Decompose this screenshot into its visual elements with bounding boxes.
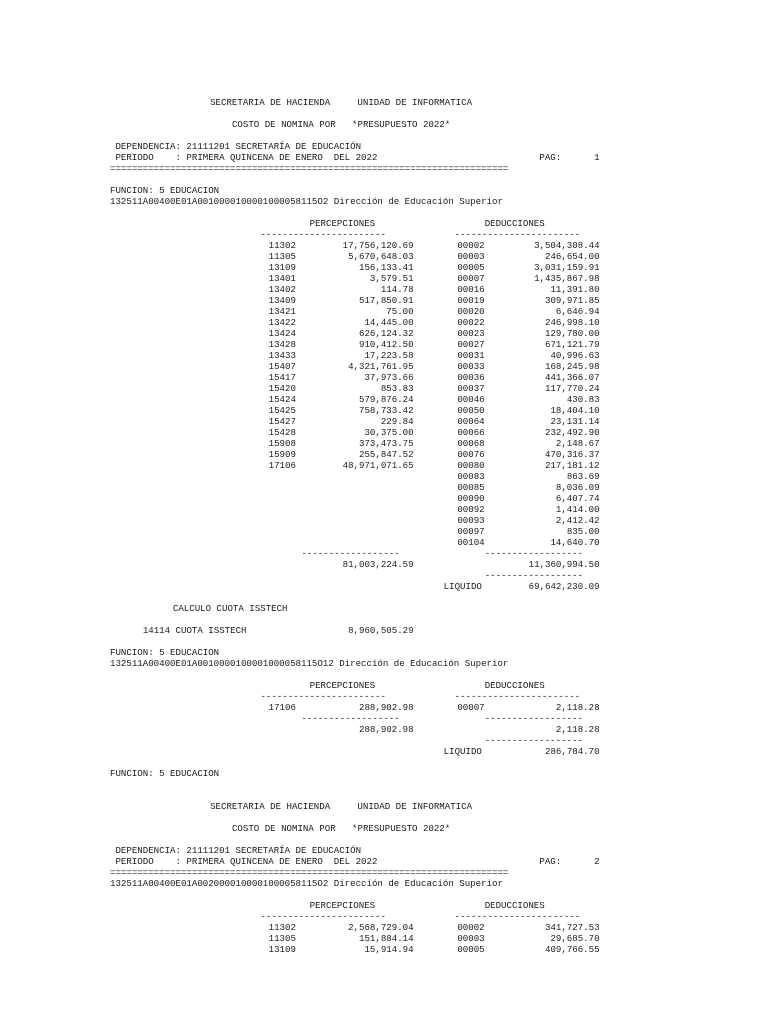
funcion-line <box>110 768 670 779</box>
blank-line <box>110 614 670 625</box>
perc-amount: 37,973.66 <box>364 372 414 383</box>
calc-code: 14114 CUOTA ISSTECH <box>142 625 247 636</box>
liquido-row <box>110 581 670 592</box>
liquido-label: LIQUIDO <box>443 581 482 592</box>
funcion-text: FUNCION: 5 EDUCACION <box>110 185 220 196</box>
header-cost-title: COSTO DE NOMINA POR *PRESUPUESTO 2022* <box>231 119 451 130</box>
perc-code: 15424 <box>268 394 296 405</box>
sum-rules-2 <box>110 570 670 581</box>
ded-code: 00002 <box>457 240 485 251</box>
calc-row <box>110 625 670 636</box>
perc-header: PERCEPCIONES <box>309 900 376 911</box>
perc-total: 81,003,224.59 <box>342 559 414 570</box>
ded-code: 00019 <box>457 295 485 306</box>
table-row <box>110 933 670 944</box>
perc-code: 11305 <box>268 933 296 944</box>
ded-code: 00031 <box>457 350 485 361</box>
table-row <box>110 240 670 251</box>
ded-total: 11,360,994.50 <box>528 559 600 570</box>
ded-amount: 1,414.00 <box>555 504 600 515</box>
perc-code: 13409 <box>268 295 296 306</box>
funcion-line <box>110 647 670 658</box>
funcion-text: FUNCION: 5 EDUCACION <box>110 768 220 779</box>
table-row <box>110 493 670 504</box>
dependencia-text: DEPENDENCIA: 21111201 SECRETARÍA DE EDUCACIÓN <box>110 141 362 152</box>
perc-code: 13109 <box>268 944 296 955</box>
table-row <box>110 504 670 515</box>
page-number: 1 <box>594 152 600 163</box>
ded-code: 00066 <box>457 427 485 438</box>
ded-amount: 430.83 <box>566 394 600 405</box>
header-rule <box>110 867 670 878</box>
table-row <box>110 251 670 262</box>
table-row <box>110 922 670 933</box>
table-row <box>110 515 670 526</box>
perc-underline: ----------------------- <box>260 911 386 922</box>
ded-total: 2,118.28 <box>555 724 600 735</box>
ded-sum-rule-2: ------------------ <box>484 570 583 581</box>
table-row <box>110 449 670 460</box>
payroll-cost-report <box>110 86 670 955</box>
perc-code: 15908 <box>268 438 296 449</box>
report-header-subtitle <box>110 823 670 834</box>
table-row <box>110 317 670 328</box>
ded-code: 00003 <box>457 251 485 262</box>
ded-code: 00104 <box>457 537 485 548</box>
table-row <box>110 427 670 438</box>
perc-code: 13422 <box>268 317 296 328</box>
ded-code: 00033 <box>457 361 485 372</box>
column-underlines <box>110 229 670 240</box>
ded-code: 00027 <box>457 339 485 350</box>
ded-amount: 863.69 <box>566 471 600 482</box>
blank-line <box>110 834 670 845</box>
ded-amount: 341,727.53 <box>544 922 600 933</box>
ded-amount: 835.00 <box>566 526 600 537</box>
double-rule: ========================================================================= <box>110 163 509 174</box>
blank-line <box>110 130 670 141</box>
table-row <box>110 372 670 383</box>
ded-header: DEDUCCIONES <box>484 680 545 691</box>
ded-code: 00007 <box>457 702 485 713</box>
ded-code: 00083 <box>457 471 485 482</box>
perc-code: 15407 <box>268 361 296 372</box>
perc-sum-rule: ------------------ <box>301 713 400 724</box>
table-row <box>110 416 670 427</box>
table-row <box>110 350 670 361</box>
perc-header: PERCEPCIONES <box>309 218 376 229</box>
ded-amount: 18,404.10 <box>550 405 600 416</box>
column-underlines <box>110 911 670 922</box>
perc-amount: 910,412.50 <box>359 339 414 350</box>
ded-underline: ----------------------- <box>454 691 581 702</box>
perc-total: 288,902.98 <box>359 724 414 735</box>
blank-line <box>110 207 670 218</box>
perc-code: 17106 <box>268 460 296 471</box>
totals-row <box>110 724 670 735</box>
ded-sum-rule-2: ------------------ <box>484 735 583 746</box>
perc-underline: ----------------------- <box>260 691 386 702</box>
perc-amount: 517,850.91 <box>359 295 414 306</box>
table-row <box>110 537 670 548</box>
budget-key-line <box>110 196 670 207</box>
ded-amount: 6,646.94 <box>555 306 600 317</box>
table-row <box>110 339 670 350</box>
ded-amount: 2,118.28 <box>555 702 600 713</box>
perc-code: 13401 <box>268 273 296 284</box>
liquido-value: 69,642,230.09 <box>528 581 600 592</box>
column-headers <box>110 900 670 911</box>
ded-code: 00046 <box>457 394 485 405</box>
perc-code: 15909 <box>268 449 296 460</box>
perc-code: 13433 <box>268 350 296 361</box>
table-row <box>110 328 670 339</box>
ded-amount: 3,031,159.91 <box>534 262 600 273</box>
dependencia-text: DEPENDENCIA: 21111201 SECRETARÍA DE EDUCACIÓN <box>110 845 362 856</box>
table-row <box>110 361 670 372</box>
blank-line <box>110 757 670 768</box>
ded-amount: 2,148.67 <box>555 438 600 449</box>
blank-line <box>110 889 670 900</box>
ded-code: 00005 <box>457 944 485 955</box>
page-label: PAG: <box>539 152 562 163</box>
column-underlines <box>110 691 670 702</box>
column-headers <box>110 680 670 691</box>
ded-amount: 246,998.10 <box>544 317 600 328</box>
ded-sum-rule: ------------------ <box>484 548 583 559</box>
totals-row <box>110 559 670 570</box>
dependencia-line <box>110 141 670 152</box>
perc-sum-rule: ------------------ <box>301 548 400 559</box>
table-row <box>110 306 670 317</box>
page-number: 2 <box>594 856 600 867</box>
sum-rules <box>110 713 670 724</box>
periodo-text: PERIODO : PRIMERA QUINCENA DE ENERO DEL 2022 <box>110 152 378 163</box>
ded-code: 00085 <box>457 482 485 493</box>
budget-key-line <box>110 878 670 889</box>
calc-value: 8,960,505.29 <box>348 625 414 636</box>
perc-amount: 15,914.94 <box>364 944 414 955</box>
ded-amount: 129,780.00 <box>544 328 600 339</box>
periodo-line <box>110 152 670 163</box>
ded-amount: 11,391.80 <box>550 284 600 295</box>
perc-amount: 288,902.98 <box>359 702 414 713</box>
calc-title: CALCULO CUOTA ISSTECH <box>172 603 288 614</box>
table-row <box>110 944 670 955</box>
ded-amount: 2,412.42 <box>555 515 600 526</box>
ded-amount: 8,036.09 <box>555 482 600 493</box>
table-row <box>110 273 670 284</box>
table-row <box>110 295 670 306</box>
table-row <box>110 394 670 405</box>
liquido-label: LIQUIDO <box>443 746 482 757</box>
ded-amount: 232,492.90 <box>544 427 600 438</box>
perc-amount: 255,847.52 <box>359 449 414 460</box>
ded-header: DEDUCCIONES <box>484 218 545 229</box>
ded-underline: ----------------------- <box>454 911 581 922</box>
double-rule: ========================================================================= <box>110 867 509 878</box>
report-header-title <box>110 97 670 108</box>
perc-amount: 2,568,729.04 <box>348 922 414 933</box>
sum-rules <box>110 548 670 559</box>
ded-amount: 671,121.79 <box>544 339 600 350</box>
ded-amount: 29,685.70 <box>550 933 600 944</box>
ded-code: 00016 <box>457 284 485 295</box>
ded-amount: 117,770.24 <box>544 383 600 394</box>
ded-amount: 1,435,867.98 <box>534 273 600 284</box>
page-label: PAG: <box>539 856 562 867</box>
perc-amount: 758,733.42 <box>359 405 414 416</box>
perc-amount: 75.00 <box>386 306 414 317</box>
table-row <box>110 482 670 493</box>
perc-code: 13424 <box>268 328 296 339</box>
blank-line <box>110 779 670 790</box>
perc-amount: 114.78 <box>380 284 414 295</box>
table-row <box>110 284 670 295</box>
ded-code: 00064 <box>457 416 485 427</box>
blank-line <box>110 174 670 185</box>
budget-key: 132511A00400E01A0020000100001000058115O2 Dirección de Educación Superior <box>110 878 503 889</box>
table-row <box>110 460 670 471</box>
blank-line <box>110 812 670 823</box>
perc-amount: 17,223.58 <box>364 350 414 361</box>
dependencia-line <box>110 845 670 856</box>
ded-amount: 217,181.12 <box>544 460 600 471</box>
header-rule <box>110 163 670 174</box>
header-institution: SECRETARIA DE HACIENDA UNIDAD DE INFORMATICA <box>210 97 473 108</box>
ded-amount: 246,654.00 <box>544 251 600 262</box>
funcion-text: FUNCION: 5 EDUCACION <box>110 647 220 658</box>
perc-code: 11302 <box>268 922 296 933</box>
ded-code: 00002 <box>457 922 485 933</box>
column-headers <box>110 218 670 229</box>
ded-code: 00005 <box>457 262 485 273</box>
ded-code: 00092 <box>457 504 485 515</box>
ded-code: 00093 <box>457 515 485 526</box>
ded-code: 00068 <box>457 438 485 449</box>
blank-line <box>110 86 670 97</box>
sum-rules-2 <box>110 735 670 746</box>
header-cost-title: COSTO DE NOMINA POR *PRESUPUESTO 2022* <box>231 823 451 834</box>
ded-code: 00003 <box>457 933 485 944</box>
table-row <box>110 405 670 416</box>
ded-amount: 23,131.14 <box>550 416 600 427</box>
calc-title-line <box>110 603 670 614</box>
ded-code: 00080 <box>457 460 485 471</box>
blank-line <box>110 636 670 647</box>
perc-amount: 373,473.75 <box>359 438 414 449</box>
perc-header: PERCEPCIONES <box>309 680 376 691</box>
table-row <box>110 262 670 273</box>
perc-code: 13109 <box>268 262 296 273</box>
table-row <box>110 438 670 449</box>
ded-amount: 168,245.98 <box>544 361 600 372</box>
ded-underline: ----------------------- <box>454 229 581 240</box>
perc-amount: 30,375.00 <box>364 427 414 438</box>
periodo-line <box>110 856 670 867</box>
ded-sum-rule: ------------------ <box>484 713 583 724</box>
perc-code: 13428 <box>268 339 296 350</box>
perc-code: 13421 <box>268 306 296 317</box>
table-row <box>110 702 670 713</box>
periodo-text: PERIODO : PRIMERA QUINCENA DE ENERO DEL 2022 <box>110 856 378 867</box>
blank-line <box>110 669 670 680</box>
ded-code: 00076 <box>457 449 485 460</box>
ded-code: 00023 <box>457 328 485 339</box>
funcion-line <box>110 185 670 196</box>
perc-amount: 4,321,761.95 <box>348 361 414 372</box>
budget-key: 132511A00400E01A0010000100001000058115O12 Dirección de Educación Superior <box>110 658 509 669</box>
ded-amount: 14,640.70 <box>550 537 600 548</box>
perc-code: 15428 <box>268 427 296 438</box>
perc-code: 15417 <box>268 372 296 383</box>
ded-code: 00022 <box>457 317 485 328</box>
ded-code: 00097 <box>457 526 485 537</box>
perc-amount: 17,756,120.69 <box>342 240 414 251</box>
perc-amount: 229.84 <box>380 416 414 427</box>
ded-code: 00090 <box>457 493 485 504</box>
perc-amount: 853.83 <box>380 383 414 394</box>
ded-amount: 3,504,308.44 <box>534 240 600 251</box>
ded-code: 00037 <box>457 383 485 394</box>
liquido-row <box>110 746 670 757</box>
perc-underline: ----------------------- <box>260 229 386 240</box>
perc-amount: 151,884.14 <box>359 933 414 944</box>
liquido-value: 286,784.70 <box>544 746 600 757</box>
ded-amount: 309,971.85 <box>544 295 600 306</box>
header-institution: SECRETARIA DE HACIENDA UNIDAD DE INFORMATICA <box>210 801 473 812</box>
ded-code: 00020 <box>457 306 485 317</box>
ded-header: DEDUCCIONES <box>484 900 545 911</box>
perc-code: 11305 <box>268 251 296 262</box>
perc-code: 11302 <box>268 240 296 251</box>
ded-code: 00036 <box>457 372 485 383</box>
perc-amount: 5,670,648.03 <box>348 251 414 262</box>
perc-code: 15427 <box>268 416 296 427</box>
report-header-subtitle <box>110 119 670 130</box>
budget-key: 132511A00400E01A0010000100001000058115O2 Dirección de Educación Superior <box>110 196 503 207</box>
ded-amount: 40,996.63 <box>550 350 600 361</box>
ded-code: 00050 <box>457 405 485 416</box>
perc-code: 15420 <box>268 383 296 394</box>
ded-code: 00007 <box>457 273 485 284</box>
perc-amount: 156,133.41 <box>359 262 414 273</box>
report-header-title <box>110 801 670 812</box>
perc-amount: 626,124.32 <box>359 328 414 339</box>
table-row <box>110 526 670 537</box>
blank-line <box>110 790 670 801</box>
ded-amount: 409,766.55 <box>544 944 600 955</box>
perc-amount: 579,876.24 <box>359 394 414 405</box>
perc-code: 17106 <box>268 702 296 713</box>
blank-line <box>110 108 670 119</box>
perc-amount: 14,445.00 <box>364 317 414 328</box>
perc-amount: 3,579.51 <box>369 273 414 284</box>
table-row <box>110 383 670 394</box>
perc-code: 15425 <box>268 405 296 416</box>
perc-code: 13402 <box>268 284 296 295</box>
budget-key-line <box>110 658 670 669</box>
blank-line <box>110 592 670 603</box>
ded-amount: 6,407.74 <box>555 493 600 504</box>
table-row <box>110 471 670 482</box>
ded-amount: 441,366.07 <box>544 372 600 383</box>
ded-amount: 470,316.37 <box>544 449 600 460</box>
perc-amount: 48,971,071.65 <box>342 460 414 471</box>
